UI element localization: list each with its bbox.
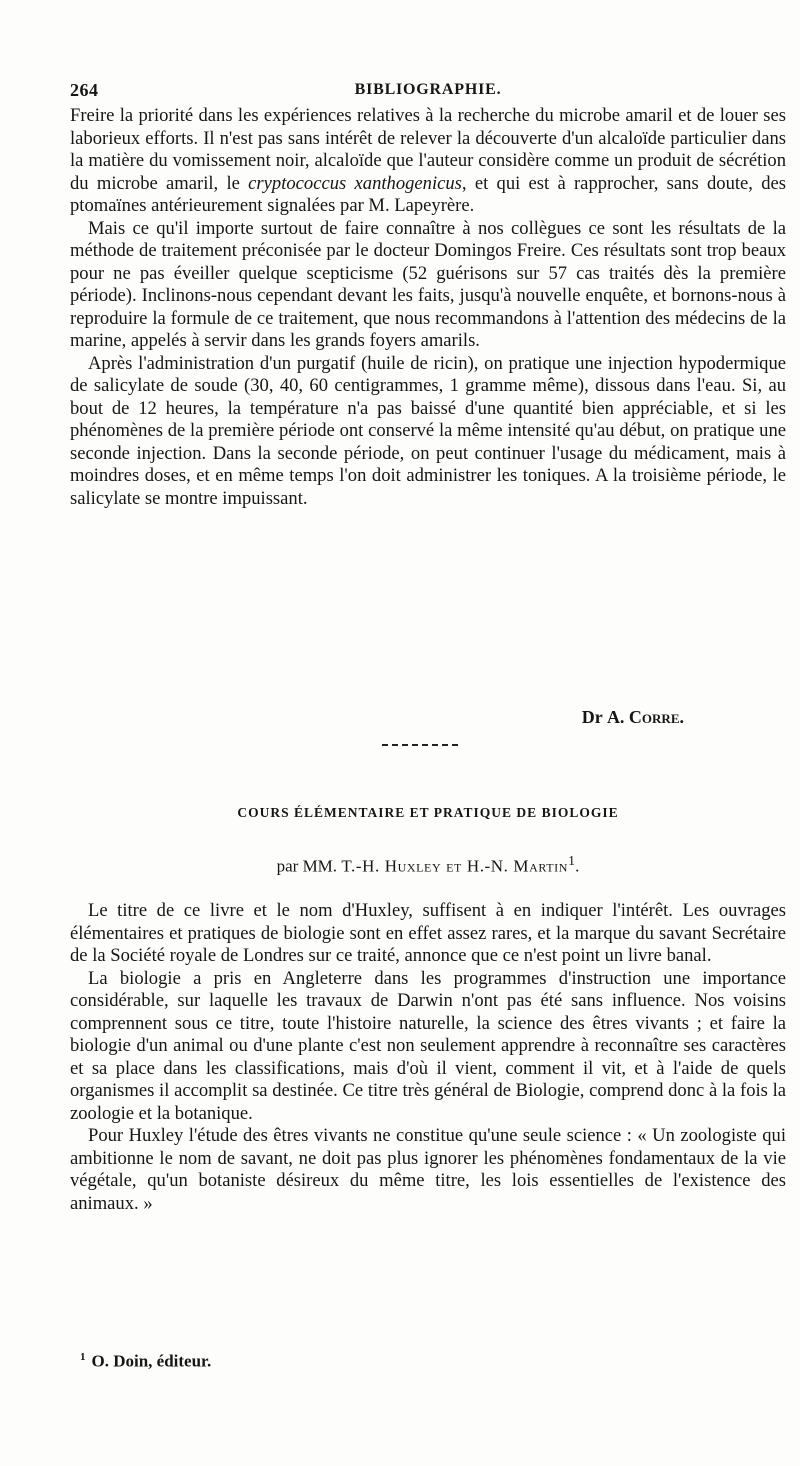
authors-prefix: par MM.	[276, 856, 338, 876]
book-authors: par MM. T.-H. Huxley et H.-N. Martin$^1$.	[276, 853, 580, 876]
paragraph: Le titre de ce livre et le nom d'Huxley, suffisent à en indiquer l'intérêt. Les ouvrages élémentaires et pratiques de biologie sont en effet assez rares, et la marque du savant Secrétaire de la Société royale de Londres sur ce traité, annonce que ce n'est point un livre banal.	[70, 900, 786, 966]
footnote-text: O. Doin, éditeur.	[91, 1351, 212, 1371]
paragraph: Pour Huxley l'étude des êtres vivants ne constitue qu'une seule science : « Un zoologiste qui ambitionne le nom de savant, ne doit pas plus ignorer les phénomènes fondamentaux de la vie végétale, qu'un botaniste désireux du même titre, les lois essentielles de l'existence des animaux. »	[70, 1125, 786, 1214]
signature-title: Dr	[581, 707, 603, 727]
paragraph-text: , et qui est à rapprocher, sans doute, des ptomaïnes antérieurement signalées par M. Lapeyrère.	[70, 172, 786, 216]
paragraph: Mais ce qu'il importe surtout de faire connaître à nos collègues ce sont les résultats de la méthode de traitement préconisée par le docteur Domingos Freire. Ces résultats sont trop beaux pour ne pas éveiller quelque scepticisme (52 guérisons sur 57 cas traités dès la première période). Inclinons-nous cependant devant les faits, jusqu'à nouvelle enquête, et bornons-nous à reproduire la formule de ce traitement, que nous recommandons à l'attention des médecins de la marine, appelés à servir dans les grands foyers amarils.	[70, 217, 786, 351]
species-name: cryptococcus xanthogenicus	[248, 172, 462, 194]
running-title: BIBLIOGRAPHIE.	[354, 81, 502, 98]
book-title: COURS ÉLÉMENTAIRE ET PRATIQUE DE BIOLOGIE	[237, 805, 619, 820]
page-number: 264	[70, 80, 99, 100]
review-continuation	[70, 105, 786, 510]
paragraph: Après l'administration d'un purgatif (huile de ricin), on pratique une injection hypodermique de salicylate de soude (30, 40, 60 centigrammes, 1 gramme même), dissous dans l'eau. Si, au bout de 12 heures, la température n'a pas baissé d'une quantité bien appréciable, et si les phénomènes de la première période ont conservé la même intensité qu'au début, on pratique une seconde injection. Dans la seconde période, on peut continuer l'usage du médicament, mais à moindres doses, et en même temps l'on doit administrer les toniques. A la troisième période, le salicylate se montre impuissant.	[70, 352, 786, 509]
paragraph	[70, 105, 786, 218]
author-signature	[582, 707, 684, 728]
footnote	[80, 1351, 211, 1372]
paragraph: La biologie a pris en Angleterre dans les programmes d'instruction une importance considérable, sur laquelle les travaux de Darwin n'ont pas été sans influence. Nos voisins comprennent sous ce titre, toute l'histoire naturelle, la science des êtres vivants ; et faire la biologie d'un animal ou d'une plante c'est non seulement apprendre à reconnaître ses caractères et sa place dans les classifications, mais d'où il vient, comment il vit, et à l'aide de quels organismes il accomplit sa destinée. Ce titre très général de Biologie, comprend donc à la fois la zoologie et la botanique.	[70, 967, 786, 1124]
authors-names: T.-H. Huxley et H.-N. Martin	[341, 856, 569, 876]
signature-name: A. Corre.	[606, 707, 684, 727]
section-divider	[382, 744, 458, 746]
footnote-reference: 1	[568, 853, 576, 869]
page-header	[70, 80, 786, 102]
paragraph-text: Freire la priorité dans les expériences relatives à la recherche du microbe amaril et de louer ses laborieux efforts. Il n'est pas sans intérêt de relever la découverte d'un alcaloïde particulier dans la matière du vomissement noir, alcaloïde que l'auteur considère comme un produit de sécrétion du microbe amaril, le	[70, 105, 786, 194]
footnote-marker: 1	[80, 1351, 86, 1363]
review-body	[70, 900, 786, 1215]
